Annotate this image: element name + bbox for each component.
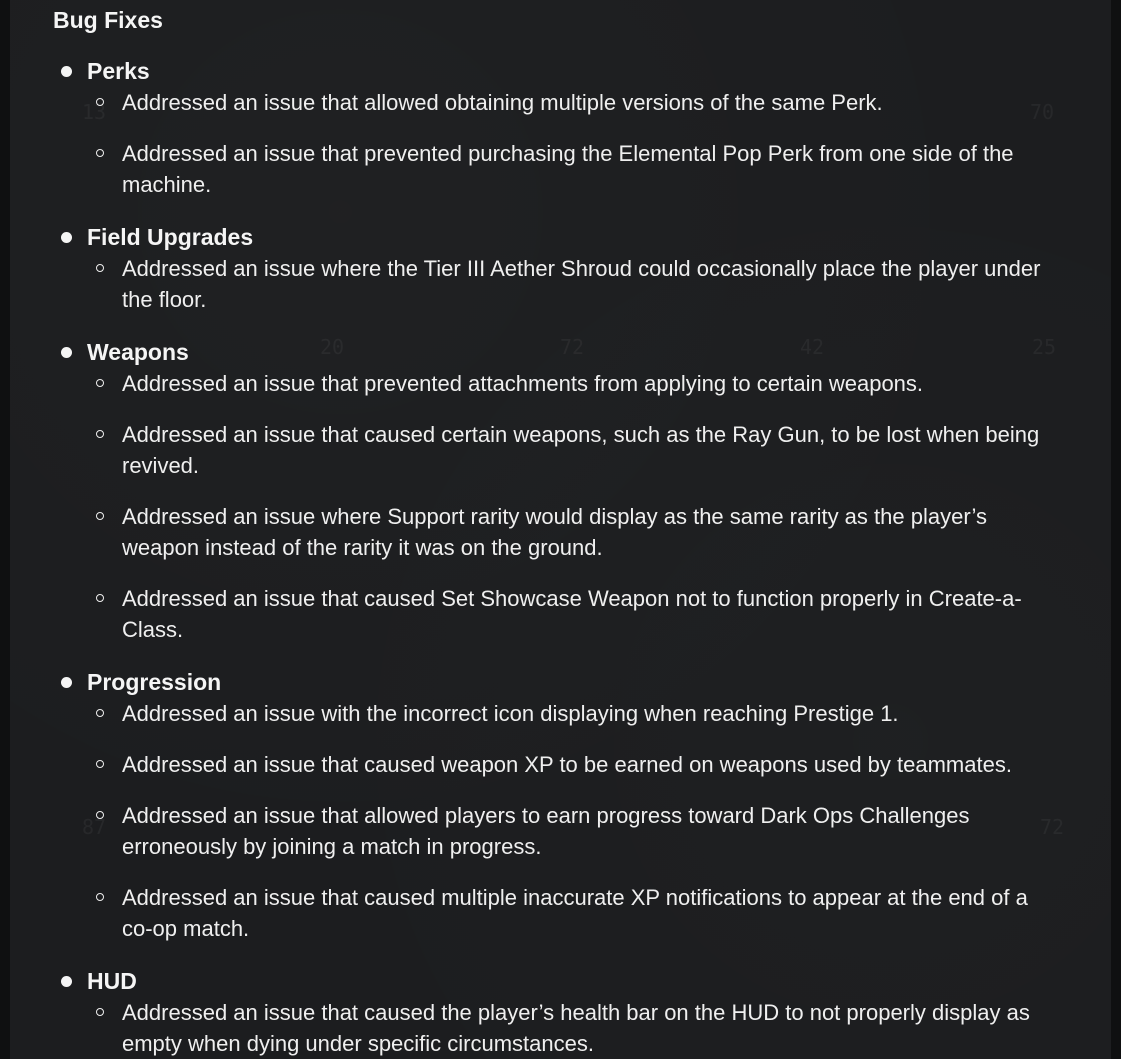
item-text: Addressed an issue that caused weapon XP to be earned on weapons used by teammates. — [122, 752, 1012, 777]
hollow-bullet-icon — [96, 149, 104, 157]
group-heading — [0, 666, 1121, 698]
hollow-bullet-icon — [96, 98, 104, 106]
bullet-icon — [61, 677, 72, 688]
list-item — [0, 368, 1121, 399]
list-item — [0, 138, 1121, 200]
bug-fix-list — [0, 55, 1121, 1059]
item-text: Addressed an issue that allowed players to earn progress toward Dark Ops Challenges erroneously by joining a match in progress. — [122, 803, 970, 859]
item-text: Addressed an issue where the Tier III Aether Shroud could occasionally place the player under the floor. — [122, 256, 1041, 312]
group-title: Progression — [87, 669, 222, 695]
hollow-bullet-icon — [96, 512, 104, 520]
group-title: HUD — [87, 968, 137, 994]
item-list — [0, 87, 1121, 200]
group-heading — [0, 221, 1121, 253]
list-item — [0, 419, 1121, 481]
hollow-bullet-icon — [96, 893, 104, 901]
item-text: Addressed an issue that prevented purchasing the Elemental Pop Perk from one side of the machine. — [122, 141, 1014, 197]
list-item — [0, 501, 1121, 563]
list-item — [0, 698, 1121, 729]
hollow-bullet-icon — [96, 379, 104, 387]
list-item — [0, 882, 1121, 944]
item-list — [0, 698, 1121, 944]
item-text: Addressed an issue that caused Set Showcase Weapon not to function properly in Create-a-Class. — [122, 586, 1022, 642]
list-item — [0, 253, 1121, 315]
group-title: Field Upgrades — [87, 224, 254, 250]
background-watermark: 70 — [1030, 100, 1055, 124]
list-item — [0, 997, 1121, 1059]
bullet-icon — [61, 232, 72, 243]
item-text: Addressed an issue that caused certain weapons, such as the Ray Gun, to be lost when being revived. — [122, 422, 1040, 478]
item-list — [0, 253, 1121, 315]
group-field-upgrades — [0, 221, 1121, 315]
background-watermark: 72 — [560, 335, 585, 359]
background-watermark: 72 — [1040, 815, 1065, 839]
item-list — [0, 368, 1121, 645]
item-text: Addressed an issue where Support rarity would display as the same rarity as the player’s weapon instead of the rarity it was on the ground. — [122, 504, 987, 560]
group-weapons — [0, 336, 1121, 645]
group-hud — [0, 965, 1121, 1059]
background-watermark: 87 — [82, 815, 107, 839]
bullet-icon — [61, 66, 72, 77]
hollow-bullet-icon — [96, 1008, 104, 1016]
group-heading — [0, 336, 1121, 368]
list-item — [0, 800, 1121, 862]
item-text: Addressed an issue that caused multiple inaccurate XP notifications to appear at the end of a co-op match. — [122, 885, 1028, 941]
background-watermark: 42 — [800, 335, 825, 359]
group-heading — [0, 965, 1121, 997]
background-watermark: 25 — [1032, 335, 1057, 359]
item-text: Addressed an issue that allowed obtaining multiple versions of the same Perk. — [122, 90, 883, 115]
hollow-bullet-icon — [96, 594, 104, 602]
section-title: Bug Fixes — [53, 7, 163, 33]
hollow-bullet-icon — [96, 430, 104, 438]
group-perks — [0, 55, 1121, 200]
list-item — [0, 87, 1121, 118]
group-heading — [0, 55, 1121, 87]
bullet-icon — [61, 347, 72, 358]
item-text: Addressed an issue with the incorrect icon displaying when reaching Prestige 1. — [122, 701, 899, 726]
group-title: Perks — [87, 58, 150, 84]
list-item — [0, 749, 1121, 780]
item-text: Addressed an issue that caused the player’s health bar on the HUD to not properly display as empty when dying under specific circumstances. — [122, 1000, 1030, 1056]
list-item — [0, 583, 1121, 645]
item-list — [0, 997, 1121, 1059]
background-watermark: 20 — [320, 335, 345, 359]
hollow-bullet-icon — [96, 760, 104, 768]
hollow-bullet-icon — [96, 811, 104, 819]
hollow-bullet-icon — [96, 709, 104, 717]
item-text: Addressed an issue that prevented attachments from applying to certain weapons. — [122, 371, 924, 396]
background-watermark: 13 — [82, 100, 107, 124]
group-title: Weapons — [87, 339, 189, 365]
hollow-bullet-icon — [96, 264, 104, 272]
group-progression — [0, 666, 1121, 944]
bullet-icon — [61, 976, 72, 987]
